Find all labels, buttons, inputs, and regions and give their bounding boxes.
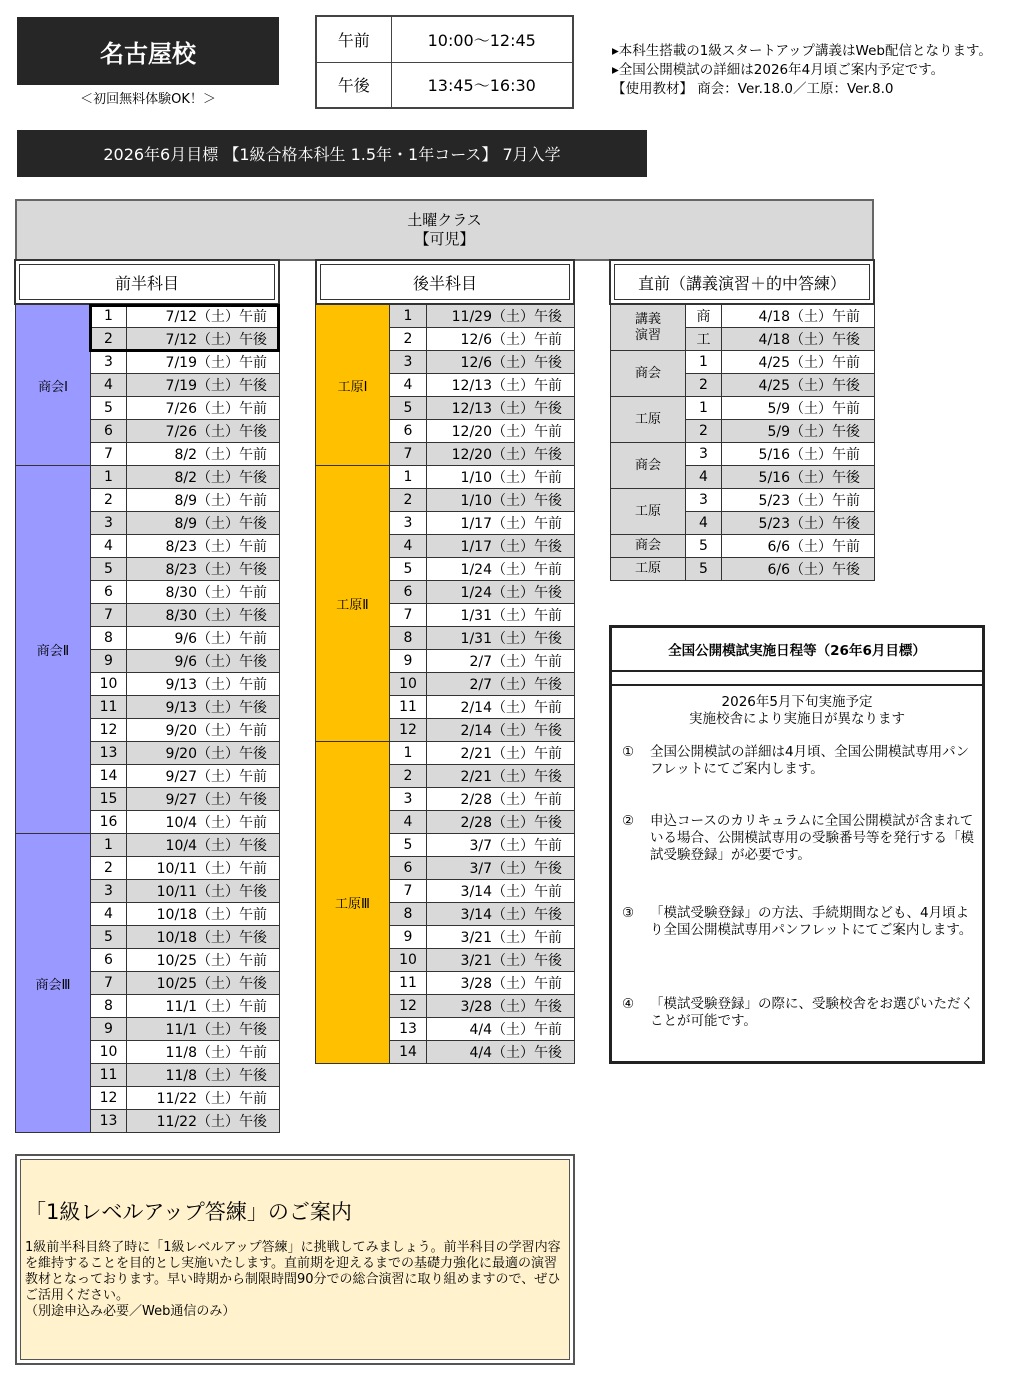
session-date: 9/27（土）午後: [127, 788, 280, 811]
session-number: 9: [91, 1018, 127, 1041]
levelup-inner: [20, 1159, 570, 1360]
session-date: 11/29（土）午後: [427, 305, 575, 328]
session-number: 12: [91, 1087, 127, 1110]
session-number: 8: [390, 627, 427, 650]
time-row: [316, 62, 573, 108]
levelup-note: （別途申込み必要／Web通信のみ）: [25, 1304, 236, 1319]
session-date: 10/25（土）午後: [127, 972, 280, 995]
session-date: 5/23（土）午前: [722, 489, 875, 512]
session-date: 1/31（土）午後: [427, 627, 575, 650]
session-date: 7/19（土）午後: [127, 374, 280, 397]
note-line: ▸全国公開模試の詳細は2026年4月頃ご案内予定です。: [612, 62, 945, 78]
session-number: 5: [390, 834, 427, 857]
session-date: 12/13（土）午後: [427, 397, 575, 420]
session-number: 13: [91, 1110, 127, 1133]
session-date: 7/26（土）午前: [127, 397, 280, 420]
session-number: 3: [390, 351, 427, 374]
session-date: 3/28（土）午後: [427, 995, 575, 1018]
session-date: 11/1（土）午前: [127, 995, 280, 1018]
mock-item: [622, 996, 974, 1030]
course-banner: 2026年6月目標 【1級合格本科生 1.5年・1年コース】 7月入学: [17, 130, 647, 177]
session-date: 8/9（土）午後: [127, 512, 280, 535]
levelup-text: 1級前半科目終了時に「1級レベルアップ答練」に挑戦してみましょう。前半科目の学習内容を維持することを目的とし実施いたします。直前期を迎えるまでの基礎力強化に最適の演習教材となっております。早い時期から制限時間90分での総合演習に取り組めますので、ぜひご活用ください。: [25, 1240, 561, 1303]
session-date: 1/10（土）午前: [427, 466, 575, 489]
session-date: 2/7（土）午前: [427, 650, 575, 673]
schedule-row: [316, 466, 575, 489]
school-name-banner: [17, 17, 279, 85]
session-number: 9: [91, 650, 127, 673]
schedule-row: [611, 558, 875, 581]
session-date: 7/12（土）午前: [127, 305, 280, 328]
session-number: 9: [390, 650, 427, 673]
session-number: 5: [686, 535, 722, 558]
session-date: 8/30（土）午後: [127, 604, 280, 627]
schedule-row: [611, 443, 875, 466]
session-date: 10/4（土）午前: [127, 811, 280, 834]
time-value: 10:00〜12:45: [391, 16, 573, 62]
schedule-row: [16, 466, 280, 489]
session-number: 1: [390, 742, 427, 765]
session-number: 3: [91, 512, 127, 535]
session-date: 4/18（土）午前: [722, 305, 875, 328]
session-date: 1/24（土）午後: [427, 581, 575, 604]
session-number: 9: [390, 926, 427, 949]
subject-group-label: 商会Ⅰ: [16, 305, 91, 466]
session-number: 12: [390, 719, 427, 742]
session-number: 6: [91, 420, 127, 443]
session-date: 12/13（土）午前: [427, 374, 575, 397]
session-number: 8: [390, 903, 427, 926]
first-half-table: [15, 304, 280, 1133]
subject-group-label: 工原: [611, 397, 686, 443]
class-name: 土曜クラス: [407, 211, 482, 229]
session-date: 11/1（土）午後: [127, 1018, 280, 1041]
session-date: 7/19（土）午前: [127, 351, 280, 374]
session-number: 3: [686, 489, 722, 512]
session-date: 10/11（土）午後: [127, 880, 280, 903]
session-number: 2: [390, 765, 427, 788]
mock-item-number: ①: [622, 744, 635, 760]
session-date: 12/6（土）午前: [427, 328, 575, 351]
session-date: 3/21（土）午前: [427, 926, 575, 949]
session-number: 11: [91, 1064, 127, 1087]
session-number: 11: [91, 696, 127, 719]
session-date: 4/25（土）午後: [722, 374, 875, 397]
session-date: 9/6（土）午後: [127, 650, 280, 673]
session-number: 2: [390, 489, 427, 512]
session-number: 7: [390, 443, 427, 466]
session-date: 3/21（土）午後: [427, 949, 575, 972]
session-number: 7: [91, 604, 127, 627]
session-date: 7/12（土）午後: [127, 328, 280, 351]
session-date: 6/6（土）午後: [722, 558, 875, 581]
session-number: 2: [686, 374, 722, 397]
session-date: 5/9（土）午後: [722, 420, 875, 443]
session-date: 8/30（土）午前: [127, 581, 280, 604]
session-date: 11/22（土）午後: [127, 1110, 280, 1133]
session-number: 1: [91, 466, 127, 489]
session-date: 11/8（土）午後: [127, 1064, 280, 1087]
final-header: 直前（講義演習＋的中答練）: [609, 259, 875, 305]
session-number: 3: [686, 443, 722, 466]
session-date: 6/6（土）午前: [722, 535, 875, 558]
session-number: 10: [390, 673, 427, 696]
mock-item-text: 「模試受験登録」の方法、手続期間なども、4月頃より全国公開模試専用パンフレットにてご案内します。: [650, 905, 973, 938]
header-notes: [612, 42, 992, 99]
session-number: 5: [686, 558, 722, 581]
session-date: 9/13（土）午後: [127, 696, 280, 719]
note-line: 【使用教材】 商会：Ver.18.0／工原：Ver.8.0: [612, 81, 894, 97]
session-date: 9/13（土）午前: [127, 673, 280, 696]
session-number: 3: [91, 351, 127, 374]
session-number: 6: [390, 420, 427, 443]
session-date: 2/14（土）午後: [427, 719, 575, 742]
mock-item: [622, 744, 974, 778]
subject-group-label: 商会: [611, 351, 686, 397]
session-date: 8/2（土）午前: [127, 443, 280, 466]
mock-item-number: ③: [622, 905, 635, 921]
session-number: 4: [390, 374, 427, 397]
session-date: 5/16（土）午後: [722, 466, 875, 489]
session-number: 12: [91, 719, 127, 742]
session-number: 5: [91, 926, 127, 949]
subject-group-label: 工原Ⅰ: [316, 305, 390, 466]
session-date: 4/4（土）午後: [427, 1041, 575, 1064]
session-number: 1: [91, 305, 127, 328]
session-number: 11: [390, 696, 427, 719]
session-number: 4: [390, 811, 427, 834]
schedule-row: [611, 397, 875, 420]
session-number: 7: [390, 880, 427, 903]
subject-group-label: 工原: [611, 489, 686, 535]
session-date: 3/14（土）午前: [427, 880, 575, 903]
schedule-row: [316, 305, 575, 328]
subject-group-label: 商会: [611, 443, 686, 489]
session-number: 3: [390, 788, 427, 811]
session-number: 7: [91, 443, 127, 466]
session-number: 6: [390, 857, 427, 880]
session-date: 2/21（土）午後: [427, 765, 575, 788]
mock-item: [622, 813, 974, 864]
session-date: 5/9（土）午前: [722, 397, 875, 420]
session-number: 6: [91, 949, 127, 972]
session-date: 9/20（土）午前: [127, 719, 280, 742]
class-header: [15, 199, 874, 261]
time-label: 午前: [316, 16, 391, 62]
session-number: 15: [91, 788, 127, 811]
session-number: 2: [390, 328, 427, 351]
session-number: 7: [390, 604, 427, 627]
session-date: 2/28（土）午後: [427, 811, 575, 834]
session-number: 4: [390, 535, 427, 558]
subject-group-label: 商会Ⅱ: [16, 466, 91, 834]
session-date: 10/11（土）午前: [127, 857, 280, 880]
time-label: 午後: [316, 62, 391, 108]
trial-note: ＜初回無料体験OK！＞: [80, 92, 216, 107]
session-number: 6: [390, 581, 427, 604]
session-date: 9/20（土）午後: [127, 742, 280, 765]
session-date: 10/25（土）午前: [127, 949, 280, 972]
session-number: 4: [686, 466, 722, 489]
session-date: 1/17（土）午前: [427, 512, 575, 535]
time-row: [316, 16, 573, 62]
session-number: 5: [91, 558, 127, 581]
schedule-row: [611, 489, 875, 512]
session-date: 3/14（土）午後: [427, 903, 575, 926]
session-number: 4: [686, 512, 722, 535]
schedule-row: [16, 305, 280, 328]
session-number: 11: [390, 972, 427, 995]
subject-group-label: 商会: [611, 535, 686, 558]
session-date: 1/10（土）午後: [427, 489, 575, 512]
subject-group-label: 工原: [611, 558, 686, 581]
session-date: 8/9（土）午前: [127, 489, 280, 512]
note-line: ▸本科生搭載の1級スタートアップ講義はWeb配信となります。: [612, 43, 992, 59]
session-number: 2: [91, 489, 127, 512]
session-number: 5: [390, 397, 427, 420]
mock-item: [622, 905, 974, 939]
mock-exam-date: 2026年5月下旬実施予定: [721, 694, 873, 710]
session-number: 1: [686, 351, 722, 374]
session-date: 8/2（土）午後: [127, 466, 280, 489]
mock-exam-date-note: 実施校舎により実施日が異なります: [689, 711, 905, 727]
session-number: 5: [91, 397, 127, 420]
session-date: 12/20（土）午前: [427, 420, 575, 443]
subject-group-label: 工原Ⅱ: [316, 466, 390, 742]
session-date: 3/7（土）午後: [427, 857, 575, 880]
session-date: 5/16（土）午前: [722, 443, 875, 466]
session-date: 2/7（土）午後: [427, 673, 575, 696]
session-number: 1: [686, 397, 722, 420]
second-half-header: 後半科目: [315, 259, 575, 305]
school-name: 名古屋校: [100, 39, 196, 68]
mock-exam-body: [612, 684, 982, 728]
session-number: 2: [686, 420, 722, 443]
mock-exam-subtitle: [612, 694, 982, 728]
session-number: 1: [390, 466, 427, 489]
session-number: 2: [91, 328, 127, 351]
class-location: 【可児】: [414, 230, 475, 248]
session-number: 1: [390, 305, 427, 328]
session-number: 4: [91, 535, 127, 558]
session-number: 8: [91, 627, 127, 650]
session-date: 3/28（土）午前: [427, 972, 575, 995]
mock-item-number: ④: [622, 996, 635, 1012]
session-date: 4/4（土）午前: [427, 1018, 575, 1041]
mock-item-number: ②: [622, 813, 635, 829]
session-date: 1/24（土）午前: [427, 558, 575, 581]
session-date: 2/28（土）午前: [427, 788, 575, 811]
session-date: 8/23（土）午後: [127, 558, 280, 581]
session-number: 10: [390, 949, 427, 972]
session-number: 2: [91, 857, 127, 880]
session-date: 4/18（土）午後: [722, 328, 875, 351]
session-number: 12: [390, 995, 427, 1018]
session-number: 13: [91, 742, 127, 765]
session-date: 10/18（土）午前: [127, 903, 280, 926]
levelup-box: [15, 1154, 575, 1365]
session-date: 9/27（土）午前: [127, 765, 280, 788]
second-half-table: [315, 304, 575, 1064]
first-half-header: 前半科目: [14, 259, 280, 305]
session-date: 12/6（土）午後: [427, 351, 575, 374]
session-number: 4: [91, 903, 127, 926]
time-table: [315, 15, 574, 109]
session-date: 10/18（土）午後: [127, 926, 280, 949]
session-number: 商: [686, 305, 722, 328]
time-value: 13:45〜16:30: [391, 62, 573, 108]
final-table: [610, 304, 875, 581]
session-date: 2/21（土）午前: [427, 742, 575, 765]
session-date: 1/31（土）午前: [427, 604, 575, 627]
mock-exam-box: [609, 625, 985, 1064]
schedule-row: [611, 535, 875, 558]
session-number: 14: [390, 1041, 427, 1064]
session-number: 5: [390, 558, 427, 581]
session-date: 7/26（土）午後: [127, 420, 280, 443]
mock-exam-title: 全国公開模試実施日程等（26年6月目標）: [612, 628, 982, 672]
session-number: 4: [91, 374, 127, 397]
subject-group-label: 商会Ⅲ: [16, 834, 91, 1133]
subject-group-label: 工原Ⅲ: [316, 742, 390, 1064]
session-date: 12/20（土）午後: [427, 443, 575, 466]
session-date: 1/17（土）午後: [427, 535, 575, 558]
schedule-row: [316, 742, 575, 765]
session-number: 16: [91, 811, 127, 834]
mock-item-text: 「模試受験登録」の際に、受験校舎をお選びいただくことが可能です。: [650, 996, 974, 1029]
session-number: 14: [91, 765, 127, 788]
mock-item-text: 申込コースのカリキュラムに全国公開模試が含まれている場合、公開模試専用の受験番号等を発行する「模試受験登録」が必要です。: [650, 813, 974, 863]
session-date: 9/6（土）午前: [127, 627, 280, 650]
session-number: 1: [91, 834, 127, 857]
schedule-row: [611, 305, 875, 328]
mock-item-text: 全国公開模試の詳細は4月頃、全国公開模試専用パンフレットにてご案内します。: [650, 744, 970, 777]
session-number: 7: [91, 972, 127, 995]
session-date: 11/8（土）午前: [127, 1041, 280, 1064]
session-date: 11/22（土）午前: [127, 1087, 280, 1110]
schedule-row: [16, 834, 280, 857]
session-date: 8/23（土）午前: [127, 535, 280, 558]
session-date: 2/14（土）午前: [427, 696, 575, 719]
session-number: 工: [686, 328, 722, 351]
session-number: 10: [91, 1041, 127, 1064]
session-date: 10/4（土）午後: [127, 834, 280, 857]
session-number: 3: [91, 880, 127, 903]
session-date: 3/7（土）午前: [427, 834, 575, 857]
session-number: 3: [390, 512, 427, 535]
session-date: 4/25（土）午前: [722, 351, 875, 374]
subject-group-label: 講義 演習: [611, 305, 686, 351]
session-number: 13: [390, 1018, 427, 1041]
levelup-title: 「1級レベルアップ答練」のご案内: [25, 1200, 352, 1224]
session-number: 10: [91, 673, 127, 696]
session-number: 8: [91, 995, 127, 1018]
session-number: 6: [91, 581, 127, 604]
session-date: 5/23（土）午後: [722, 512, 875, 535]
schedule-row: [611, 351, 875, 374]
